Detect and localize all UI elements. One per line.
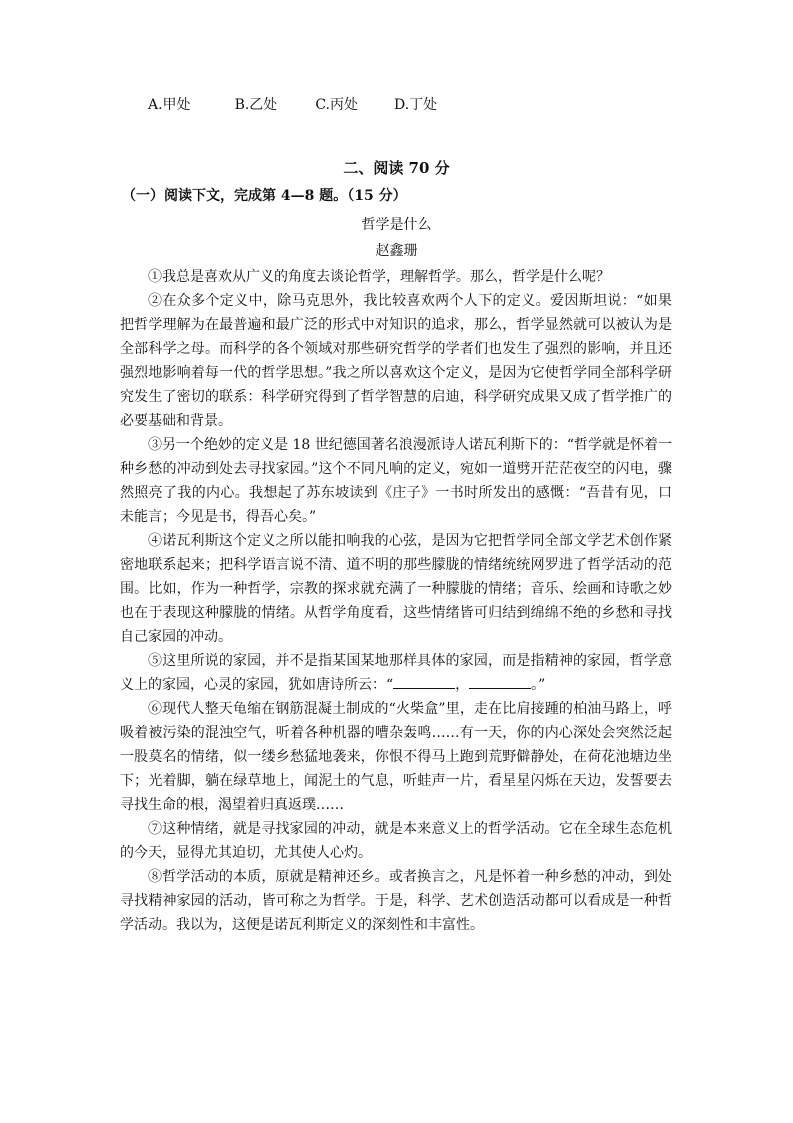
- choice-c: C.丙处: [315, 97, 358, 113]
- paragraph-1: ①我总是喜欢从广义的角度去谈论哲学，理解哲学。那么，哲学是什么呢？: [148, 269, 610, 285]
- paragraph-8: ⑧哲学活动的本质，原就是精神还乡。或者换言之，凡是怀着一种乡愁的冲动，到处寻找精神家园的活动，皆可称之为哲学。于是，科学、艺术创造活动都可以看成是一种哲学活动。我以为，这便是诺瓦利斯定义的深刻性和丰富性。: [120, 869, 672, 933]
- answer-choices: [148, 94, 437, 114]
- article-body: [120, 265, 672, 937]
- paragraph-3: ③另一个绝妙的定义是 18 世纪德国著名浪漫派诗人诺瓦利斯下的：“哲学就是怀着一种乡愁的冲动到处去寻找家园。”这个不同凡响的定义，宛如一道劈开茫茫夜空的闪电，骤然照亮了我的内心。我想起了苏东坡读到《庄子》一书时所发出的感慨：“吾昔有见，口未能言；今见是书，得吾心矣。”: [120, 437, 672, 525]
- paragraph-5-text: ⑤这里所说的家园，并不是指某国某地那样具体的家园，而是指精神的家园，哲学意义上的家园，心灵的家园，犹如唐诗所云：“: [120, 653, 672, 693]
- article-title: 哲学是什么: [361, 217, 432, 233]
- section-title: 二、阅读 70 分: [343, 159, 450, 177]
- choice-a: A.甲处: [148, 97, 191, 113]
- reading-instructions: （一）阅读下文，完成第 4—8 题。（15 分）: [122, 188, 407, 204]
- paragraph-5-end: 。”: [531, 677, 546, 693]
- fill-blank-2[interactable]: [469, 674, 531, 689]
- paragraph-4: ④诺瓦利斯这个定义之所以能扣响我的心弦，是因为它把哲学同全部文学艺术创作紧密地联系起来；把科学语言说不清、道不明的那些朦胧的情绪统统网罗进了哲学活动的范围。比如，作为一种哲学，宗教的探求就充满了一种朦胧的情绪；音乐、绘画和诗歌之妙也在于表现这种朦胧的情绪。从哲学角度看，这些情绪皆可归结到绵绵不绝的乡愁和寻找自己家园的冲动。: [120, 533, 672, 645]
- paragraph-7: ⑦这种情绪，就是寻找家园的冲动，就是本来意义上的哲学活动。它在全球生态危机的今天，显得尤其迫切，尤其使人心灼。: [120, 821, 672, 861]
- blank-separator: ，: [455, 677, 470, 693]
- choice-d: D.丁处: [393, 97, 438, 113]
- paragraph-6: ⑥现代人整天龟缩在钢筋混凝土制成的“火柴盒”里，走在比肩接踵的柏油马路上，呼吸着被污染的混浊空气，听着各种机器的嘈杂轰鸣……有一天，你的内心深处会突然泛起一股莫名的情绪，似一缕乡愁猛地袭来，你恨不得马上跑到荒野僻静处，在荷花池塘边坐下；光着脚，躺在绿草地上，闻泥土的气息，听蛙声一片，看星星闪烁在天边，发誓要去寻找生命的根，渴望着归真返璞……: [120, 701, 672, 813]
- article-author: 赵鑫珊: [375, 243, 418, 259]
- paragraph-2: ②在众多个定义中，除马克思外，我比较喜欢两个人下的定义。爱因斯坦说：“如果把哲学理解为在最普遍和最广泛的形式中对知识的追求，那么，哲学显然就可以被认为是全部科学之母。而科学的各个领域对那些研究哲学的学者们也发生了强烈的影响，并且还强烈地影响着每一代的哲学思想。”我之所以喜欢这个定义，是因为它使哲学同全部科学研究发生了密切的联系：科学研究得到了哲学智慧的启迪，科学研究成果又成了哲学推广的必要基础和背景。: [120, 293, 672, 429]
- choice-b: B.乙处: [234, 97, 278, 113]
- paragraph-5: [120, 649, 672, 697]
- fill-blank-1[interactable]: [393, 674, 455, 689]
